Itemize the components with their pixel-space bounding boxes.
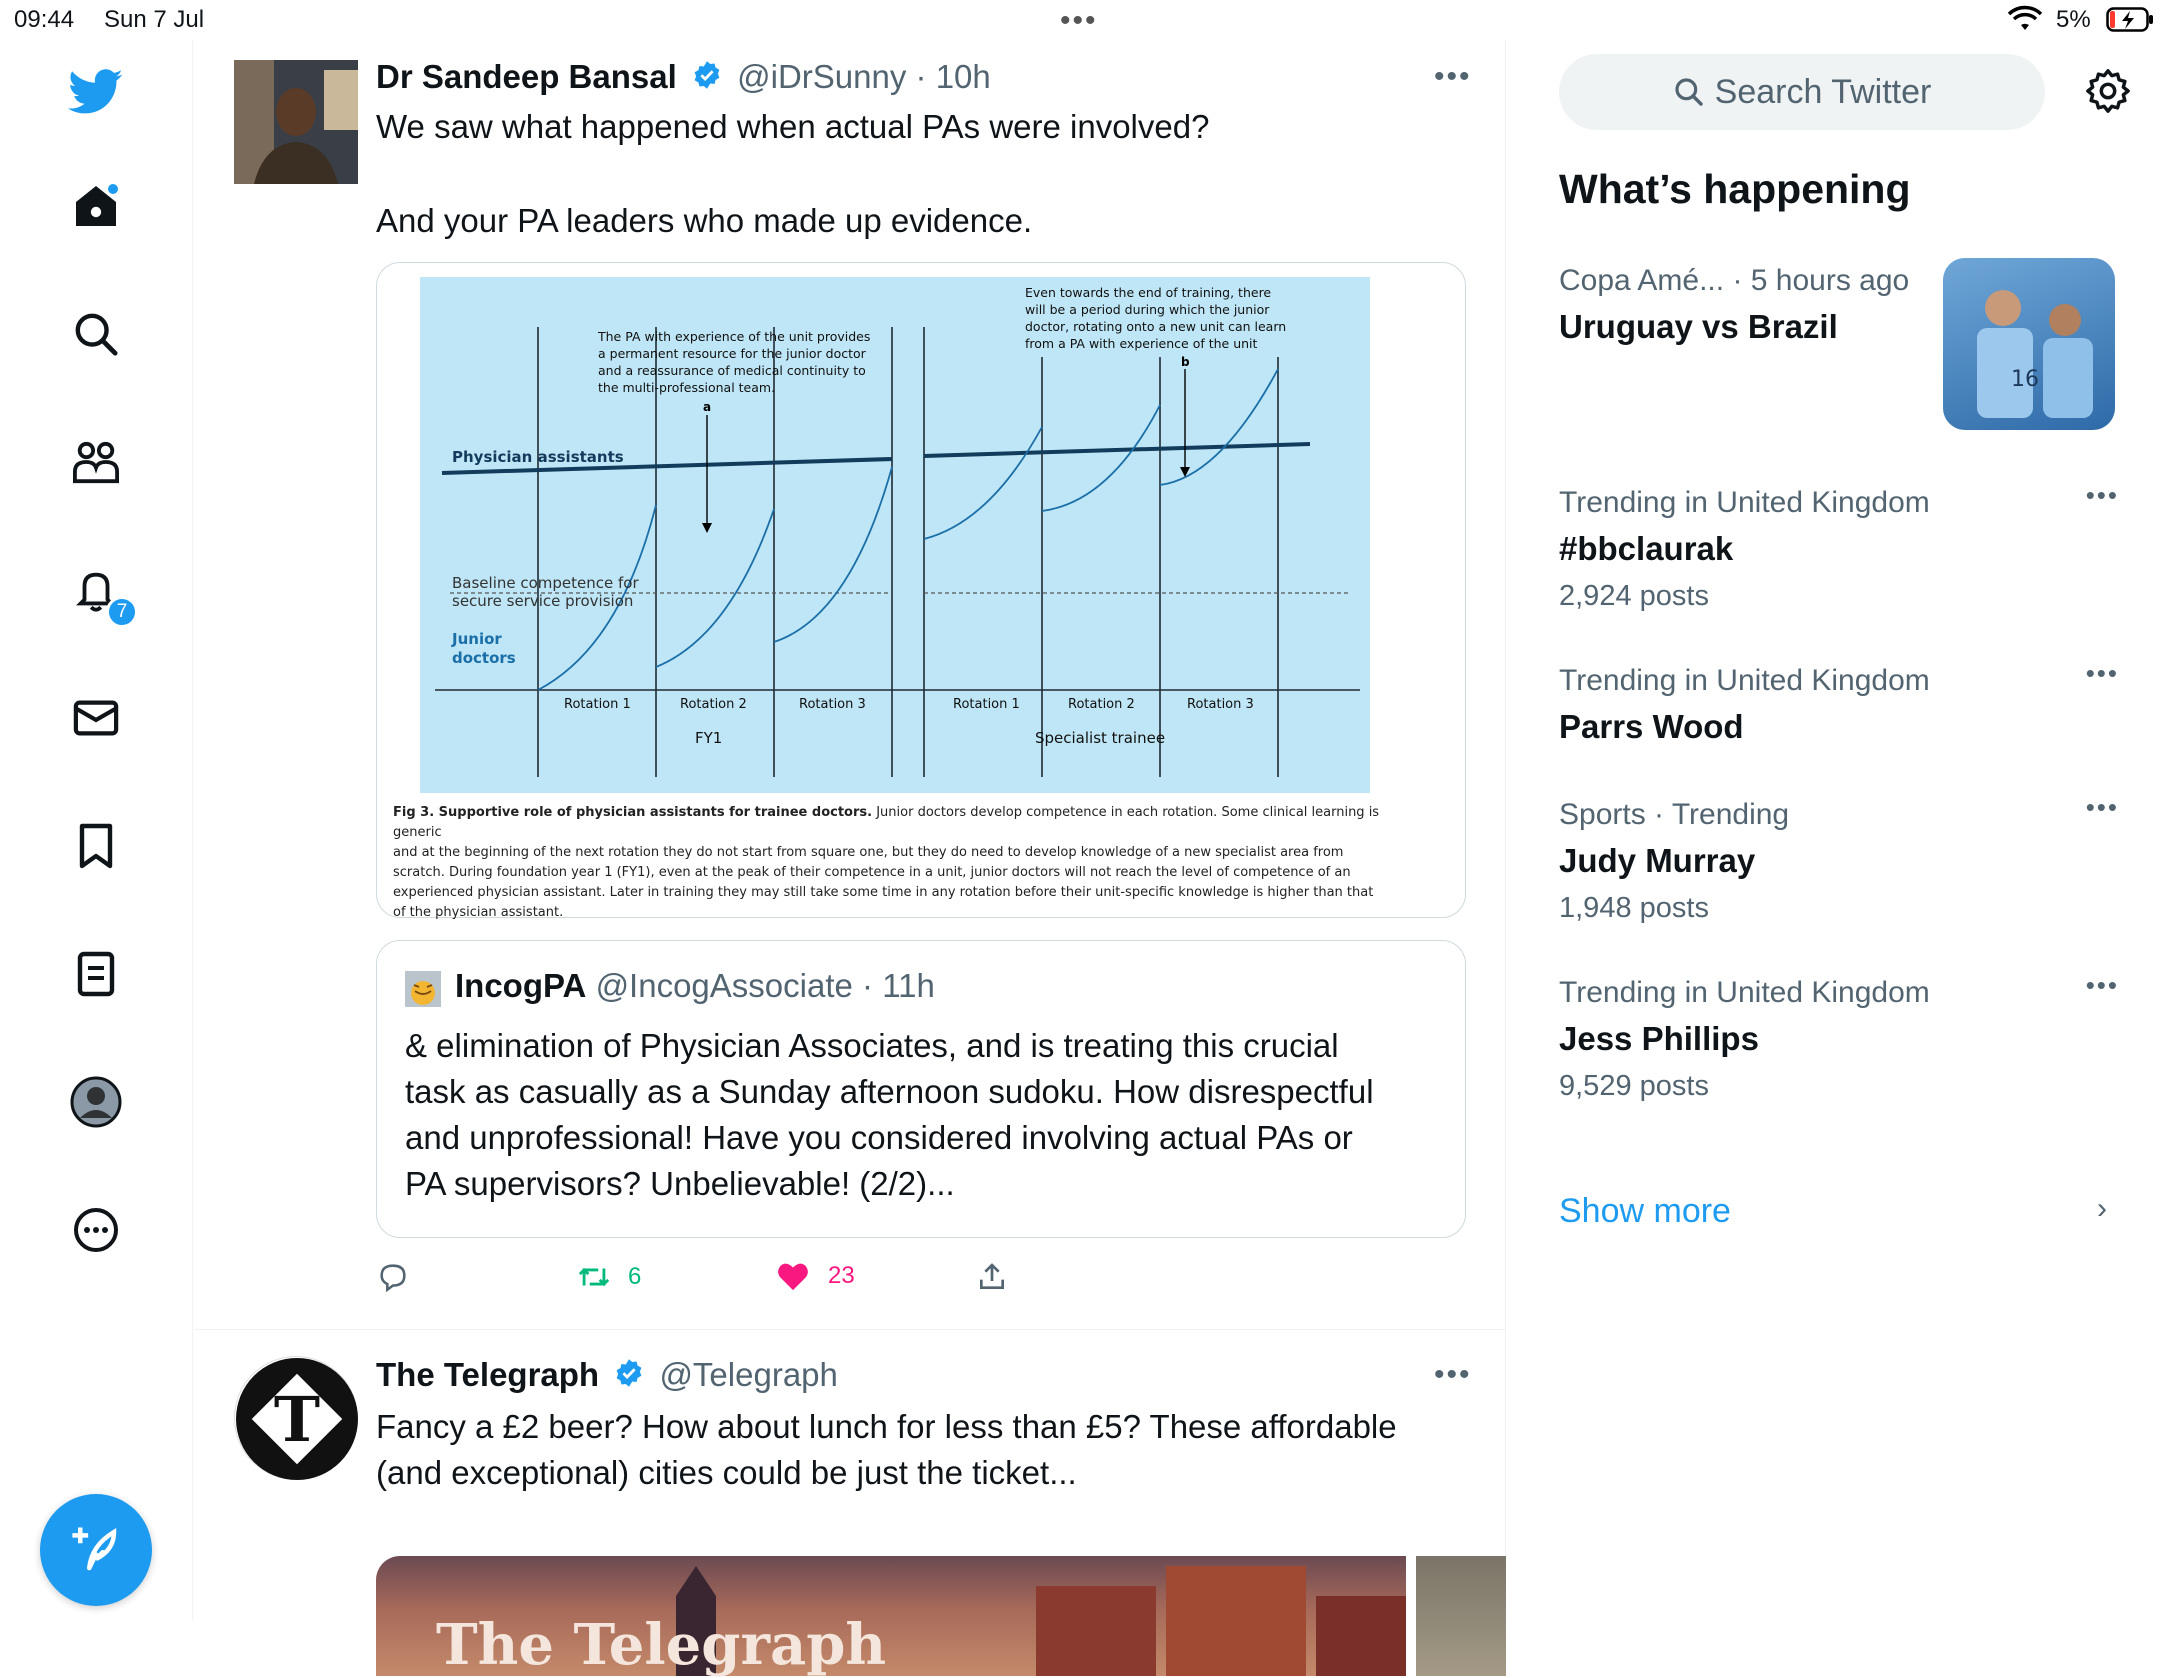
figure-rotation-label: Rotation 3 [1187, 697, 1254, 712]
trend-item[interactable] [1559, 970, 2119, 1103]
figure-caption-line: experienced physician assistant. Later in training they may still take some time in any rotation before their unit-specific knowledge is higher than that [393, 885, 1374, 900]
svg-text:T: T [273, 1383, 321, 1456]
trend-title: Uruguay vs Brazil [1559, 308, 1838, 345]
figure-caption-line: scratch. During foundation year 1 (FY1), even at the peak of their competence in a unit, junior doctors will not reach the level of competence of an [393, 865, 1351, 880]
search-input[interactable] [1559, 54, 2045, 130]
figure-caption-bold: Fig 3. Supportive role of physician assistants for trainee doctors. [393, 805, 873, 820]
verified-badge-icon [692, 60, 722, 98]
messages-envelope-icon[interactable] [68, 690, 124, 746]
search-placeholder: Search Twitter [1714, 72, 1932, 111]
quoted-tweet-line: and unprofessional! Have you considered involving actual PAs or [405, 1119, 1353, 1156]
communities-icon[interactable] [68, 434, 124, 490]
show-more-link[interactable]: Show more [1559, 1192, 1731, 1230]
settings-gear-icon[interactable] [2085, 68, 2131, 119]
tweet-text-line: We saw what happened when actual PAs were involved? [376, 108, 1210, 145]
telegraph-avatar[interactable] [234, 1356, 358, 1480]
quoted-tweet-line: PA supervisors? Unbelievable! (2/2)... [405, 1165, 955, 1202]
figure-label-b: b [1181, 355, 1190, 369]
reply-button[interactable] [376, 1260, 410, 1294]
trend-item[interactable] [1559, 264, 2119, 392]
trend-item[interactable] [1559, 792, 2119, 925]
retweet-icon [576, 1260, 612, 1294]
tweet-text-line: (and exceptional) cities could be just the ticket... [376, 1454, 1077, 1491]
right-sidebar [1507, 40, 2160, 1620]
trend-item[interactable] [1559, 658, 2119, 746]
tweet-media-image-secondary[interactable] [1416, 1556, 1506, 1676]
battery-icon [2106, 6, 2156, 39]
trend-post-count: 9,529 posts [1559, 1070, 1709, 1102]
timeline-feed [194, 40, 1506, 1678]
figure-caption-line: Junior doctors develop competence in each rotation. Some clinical learning is generic [393, 805, 1380, 840]
trend-more-icon[interactable]: ••• [2085, 970, 2119, 1000]
figure-caption-line: and at the beginning of the next rotation they do not start from square one, but they do need to develop knowledge of a new specialist area from [393, 845, 1344, 860]
quoted-tweet-line: & elimination of Physician Associates, and is treating this crucial [405, 1027, 1339, 1064]
retweet-button[interactable] [576, 1260, 641, 1294]
tweet-more-icon[interactable]: ••• [1434, 60, 1472, 93]
trend-meta: Copa Amé... [1559, 264, 1725, 297]
like-count: 23 [828, 1262, 855, 1289]
figure-note-b: from a PA with experience of the unit [1025, 336, 1258, 351]
quoted-author-name[interactable]: IncogPA [455, 967, 587, 1004]
trend-meta: Trending in United Kingdom [1559, 664, 1930, 697]
figure-note-b: will be a period during which the junior [1025, 302, 1270, 317]
figure-baseline-label: Baseline competence for [452, 574, 639, 592]
chevron-right-icon: › [2097, 1192, 2107, 1225]
lists-icon[interactable] [68, 946, 124, 1002]
trend-item[interactable] [1559, 480, 2119, 613]
figure-pa-label: Physician assistants [452, 448, 624, 466]
retweet-count: 6 [628, 1263, 642, 1290]
home-icon[interactable] [68, 178, 124, 234]
figure-caption [393, 803, 1393, 923]
trend-more-icon[interactable]: ••• [2085, 480, 2119, 510]
figure-rotation-label: Rotation 2 [680, 697, 747, 712]
figure-rotation-label: Rotation 1 [953, 697, 1020, 712]
like-button[interactable] [776, 1260, 855, 1292]
figure-note-b: doctor, rotating onto a new unit can learn [1025, 319, 1287, 334]
sidebar-nav [0, 40, 193, 1620]
svg-text:16: 16 [2011, 367, 2039, 392]
tweet-more-icon[interactable]: ••• [1434, 1358, 1472, 1391]
tweet-time[interactable]: · 10h [915, 58, 991, 95]
figure-label-a: a [703, 400, 712, 414]
author-name[interactable]: Dr Sandeep Bansal [376, 58, 677, 95]
bookmarks-icon[interactable] [68, 818, 124, 874]
battery-percent: 5% [2056, 6, 2091, 33]
trend-meta: Trending in United Kingdom [1559, 486, 1930, 519]
figure-baseline-label: secure service provision [452, 592, 634, 610]
wifi-icon [2008, 6, 2042, 37]
figure-note-a: a permanent resource for the junior doctor [598, 346, 866, 361]
trend-meta: Trending in United Kingdom [1559, 976, 1930, 1009]
notification-count-badge: 7 [106, 596, 138, 628]
tweet[interactable] [194, 40, 1506, 1330]
figure-specialist-label: Specialist trainee [1035, 729, 1166, 747]
quoted-tweet[interactable] [376, 940, 1466, 1238]
trend-more-icon[interactable]: ••• [2085, 658, 2119, 688]
trend-time: · 5 hours ago [1732, 264, 1910, 297]
trend-post-count: 1,948 posts [1559, 892, 1709, 924]
status-bar [0, 0, 2160, 40]
heart-icon [776, 1260, 810, 1292]
share-button[interactable] [976, 1260, 1008, 1294]
figure-note-b: Even towards the end of training, there [1025, 285, 1272, 300]
verified-badge-icon [614, 1358, 644, 1396]
figure-jd-label: doctors [452, 649, 516, 667]
multitasking-dots[interactable]: ••• [1060, 4, 1098, 37]
trend-title: Jess Phillips [1559, 1020, 1759, 1057]
quoted-tweet-time[interactable]: · 11h [862, 967, 935, 1004]
figure-note-a: the multi-professional team. [598, 380, 776, 395]
figure-fy1-label: FY1 [695, 729, 723, 747]
figure-note-a: and a reassurance of medical continuity to [598, 363, 866, 378]
whats-happening-heading: What’s happening [1559, 166, 1911, 212]
status-time: 09:44 [14, 6, 75, 33]
figure-rotation-label: Rotation 3 [799, 697, 866, 712]
figure-diagram [420, 277, 1370, 793]
reply-icon [376, 1260, 410, 1294]
figure-jd-label: Junior [452, 630, 502, 648]
quoted-tweet-line: task as casually as a Sunday afternoon sudoku. How disrespectful [405, 1073, 1374, 1110]
more-options-icon[interactable] [68, 1202, 124, 1258]
trend-title: Judy Murray [1559, 842, 1756, 879]
quoted-author-handle[interactable]: @IncogAssociate [595, 967, 853, 1004]
explore-search-icon[interactable] [68, 306, 124, 362]
trend-meta: Sports · Trending [1559, 798, 1790, 831]
figure-caption-line: of the physician assistant. [393, 905, 564, 920]
author-name[interactable]: The Telegraph [376, 1356, 600, 1393]
trend-title: Parrs Wood [1559, 708, 1744, 745]
figure-rotation-label: Rotation 1 [564, 697, 631, 712]
figure-rotation-label: Rotation 2 [1068, 697, 1135, 712]
tweet-text-line: And your PA leaders who made up evidence. [376, 202, 1033, 239]
quoted-tweet-text [405, 1023, 1455, 1207]
author-handle[interactable]: @iDrSunny [737, 58, 907, 95]
share-icon [976, 1260, 1008, 1294]
trend-post-count: 2,924 posts [1559, 580, 1709, 612]
quoted-author-avatar[interactable] [405, 971, 441, 1007]
status-date: Sun 7 Jul [104, 6, 205, 33]
trend-title: #bbclaurak [1559, 530, 1734, 567]
author-handle[interactable]: @Telegraph [659, 1356, 838, 1393]
figure-note-a: The PA with experience of the unit provides [598, 329, 871, 344]
trend-thumbnail-image[interactable] [1943, 258, 2115, 430]
author-avatar[interactable] [234, 60, 358, 184]
tweet-action-bar [376, 1260, 1376, 1300]
tweet-image-card[interactable] [376, 262, 1466, 918]
tweet-media-image[interactable] [376, 1556, 1406, 1676]
tweet-text-line: Fancy a £2 beer? How about lunch for less than £5? These affordable [376, 1408, 1397, 1445]
profile-avatar-icon[interactable] [68, 1074, 124, 1130]
media-watermark-text: The Telegraph [436, 1612, 887, 1678]
compose-tweet-button[interactable] [40, 1494, 152, 1606]
feather-plus-icon [69, 1523, 123, 1577]
twitter-logo-icon[interactable] [68, 64, 124, 120]
tweet[interactable] [194, 1332, 1506, 1678]
search-icon [1673, 76, 1705, 108]
trend-more-icon[interactable]: ••• [2085, 792, 2119, 822]
